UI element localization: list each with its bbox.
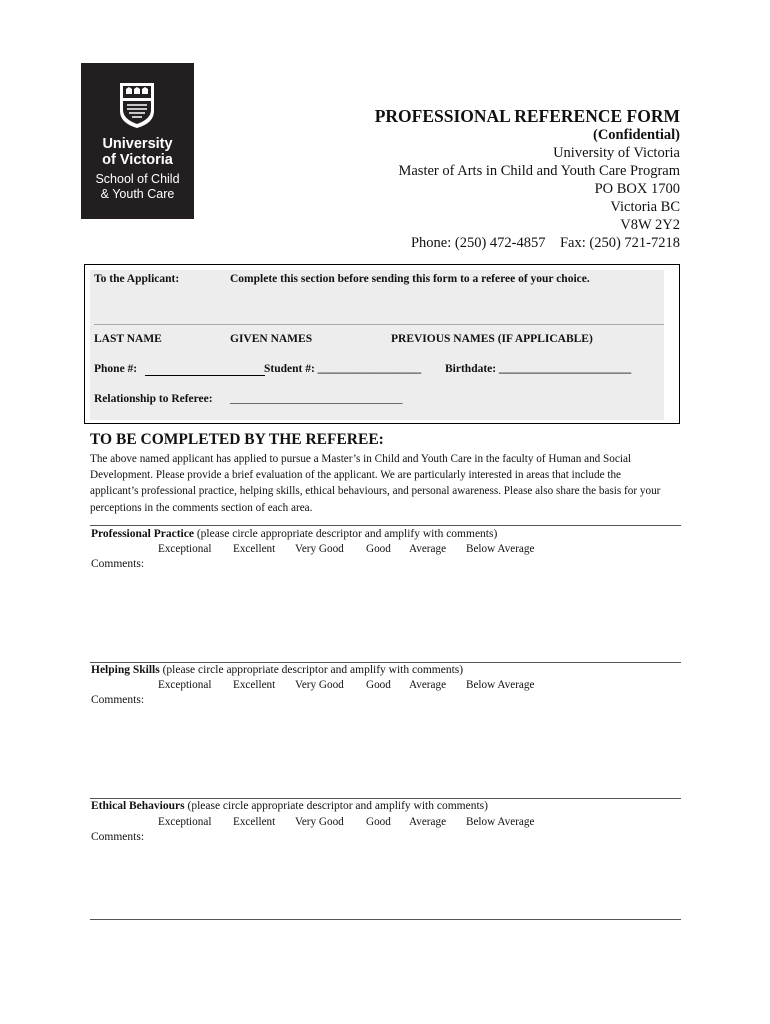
- address-university: University of Victoria: [553, 145, 680, 161]
- relationship-label: Relationship to Referee:: [94, 393, 213, 405]
- descriptor-very-good[interactable]: Very Good: [295, 816, 344, 828]
- ethical-behaviours-heading: [91, 800, 488, 812]
- name-line-divider: [94, 324, 664, 325]
- descriptor-below-average[interactable]: Below Average: [466, 679, 535, 691]
- applicant-instruction: Complete this section before sending this form to a referee of your choice.: [230, 273, 590, 285]
- section-divider: [90, 919, 681, 920]
- descriptor-exceptional[interactable]: Exceptional: [158, 816, 212, 828]
- descriptor-good[interactable]: Good: [366, 543, 391, 555]
- comments-label: Comments:: [91, 694, 145, 706]
- given-names-label[interactable]: GIVEN NAMES: [230, 333, 313, 345]
- descriptor-row: [0, 816, 770, 830]
- helping-skills-comments-field[interactable]: [150, 692, 680, 792]
- form-title: PROFESSIONAL REFERENCE FORM: [374, 106, 680, 126]
- descriptor-row: [0, 543, 770, 557]
- logo-department-line-1: School of Child: [95, 172, 180, 186]
- address-program: Master of Arts in Child and Youth Care Program: [398, 163, 680, 179]
- phone-field[interactable]: [145, 365, 265, 376]
- contact-phone-fax: Phone: (250) 472-4857 Fax: (250) 721-7218: [410, 235, 680, 251]
- section-divider: [90, 525, 681, 526]
- previous-names-label[interactable]: PREVIOUS NAMES (IF APPLICABLE): [391, 333, 593, 345]
- logo-department-line-2: & Youth Care: [100, 187, 175, 201]
- section-title: Professional Practice: [91, 528, 194, 540]
- to-applicant-label: To the Applicant:: [94, 273, 180, 285]
- address-po-box: PO BOX 1700: [594, 181, 680, 197]
- descriptor-exceptional[interactable]: Exceptional: [158, 543, 212, 555]
- ethical-behaviours-comments-field[interactable]: [150, 829, 680, 914]
- section-title: Helping Skills: [91, 664, 160, 676]
- section-instruction: (please circle appropriate descriptor and amplify with comments): [159, 664, 464, 676]
- referee-heading: TO BE COMPLETED BY THE REFEREE:: [90, 431, 384, 448]
- descriptor-excellent[interactable]: Excellent: [233, 679, 276, 691]
- descriptor-very-good[interactable]: Very Good: [295, 679, 344, 691]
- address-city: Victoria BC: [610, 199, 680, 215]
- address-postal-code: V8W 2Y2: [620, 217, 680, 233]
- section-title: Ethical Behaviours: [91, 800, 185, 812]
- birthdate-field[interactable]: Birthdate: _______________________: [445, 363, 632, 375]
- comments-label: Comments:: [91, 558, 145, 570]
- descriptor-average[interactable]: Average: [409, 679, 447, 691]
- descriptor-average[interactable]: Average: [409, 816, 447, 828]
- descriptor-good[interactable]: Good: [366, 679, 391, 691]
- descriptor-below-average[interactable]: Below Average: [466, 543, 535, 555]
- descriptor-below-average[interactable]: Below Average: [466, 816, 535, 828]
- descriptor-very-good[interactable]: Very Good: [295, 543, 344, 555]
- confidential-label: (Confidential): [593, 127, 680, 143]
- section-divider: [90, 798, 681, 799]
- referee-instructions: The above named applicant has applied to pursue a Master’s in Child and Youth Care in the faculty of Human and Social Development. Please provide a brief evaluation of the applicant. We are particularly interested in areas that include the applicant’s professional practice, helping skills, ethical behaviours, and personal awareness. Please also share the basis for your perceptions in the comments section of each area.: [90, 453, 661, 514]
- descriptor-excellent[interactable]: Excellent: [233, 816, 276, 828]
- professional-practice-heading: [91, 528, 497, 540]
- section-instruction: (please circle appropriate descriptor and amplify with comments): [184, 800, 488, 812]
- student-number-field[interactable]: Student #: __________________: [264, 363, 422, 375]
- section-divider: [90, 662, 681, 663]
- comments-label: Comments:: [91, 831, 145, 843]
- university-logo: [81, 63, 194, 219]
- phone-label: Phone #:: [94, 363, 138, 375]
- last-name-label[interactable]: LAST NAME: [94, 333, 162, 345]
- descriptor-row: [0, 679, 770, 693]
- descriptor-excellent[interactable]: Excellent: [233, 543, 276, 555]
- descriptor-average[interactable]: Average: [409, 543, 447, 555]
- logo-university-line-1: University: [102, 136, 173, 152]
- descriptor-exceptional[interactable]: Exceptional: [158, 679, 212, 691]
- section-instruction: (please circle appropriate descriptor and amplify with comments): [193, 528, 498, 540]
- relationship-field[interactable]: ______________________________: [230, 393, 403, 405]
- crest-icon: [118, 81, 156, 129]
- descriptor-good[interactable]: Good: [366, 816, 391, 828]
- logo-university-line-2: of Victoria: [102, 152, 173, 168]
- helping-skills-heading: [91, 664, 463, 676]
- professional-practice-comments-field[interactable]: [150, 556, 680, 656]
